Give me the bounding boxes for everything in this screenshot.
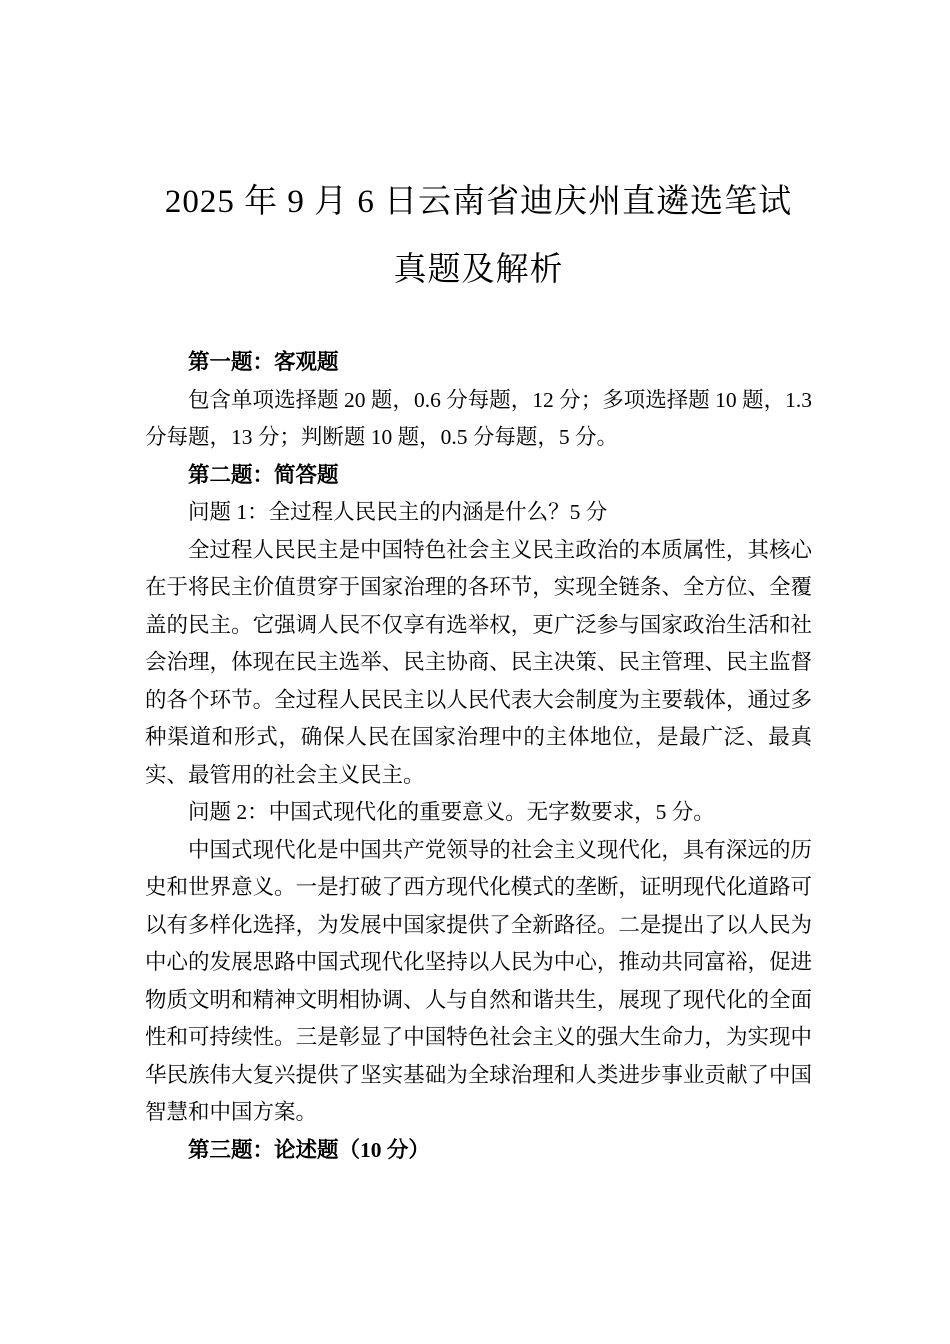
page-title-line-2: 真题及解析	[393, 252, 564, 288]
document-body	[145, 344, 812, 1169]
page-title-line-1: 2025 年 9 月 6 日云南省迪庆州直遴选笔试	[164, 184, 793, 220]
section-heading-question-1: 第一题：客观题	[188, 350, 339, 374]
page-title	[145, 168, 812, 304]
paragraph-subquestion-2: 问题 2：中国式现代化的重要意义。无字数要求，5 分。	[188, 800, 715, 824]
paragraph-objective-items: 包含单项选择题 20 题，0.6 分每题，12 分；多项选择题 10 题，1.3 分每题，13 分；判断题 10 题，0.5 分每题，5 分。	[145, 387, 812, 449]
paragraph-answer-2: 中国式现代化是中国共产党领导的社会主义现代化，具有深远的历史和世界意义。一是打破了西方现代化模式的垄断，证明现代化道路可以有多样化选择，为发展中国家提供了全新路径。二是提出了以人民为中心的发展思路中国式现代化坚持以人民为中心，推动共同富裕，促进物质文明和精神文明相协调、人与自然和谐共生，展现了现代化的全面性和可持续性。三是彰显了中国特色社会主义的强大生命力，为实现中华民族伟大复兴提供了坚实基础为全球治理和人类进步事业贡献了中国智慧和中国方案。	[145, 837, 812, 1124]
paragraph-answer-1: 全过程人民民主是中国特色社会主义民主政治的本质属性，其核心在于将民主价值贯穿于国家治理的各环节，实现全链条、全方位、全覆盖的民主。它强调人民不仅享有选举权，更广泛参与国家政治生活和社会治理，体现在民主选举、民主协商、民主决策、民主管理、民主监督的各个环节。全过程人民民主以人民代表大会制度为主要载体，通过多种渠道和形式，确保人民在国家治理中的主体地位，是最广泛、最真实、最管用的社会主义民主。	[145, 537, 812, 787]
section-heading-question-3: 第三题：论述题（10 分）	[188, 1137, 430, 1162]
section-heading-question-2: 第二题：简答题	[188, 462, 339, 487]
paragraph-subquestion-1: 问题 1：全过程人民民主的内涵是什么？5 分	[188, 500, 608, 524]
